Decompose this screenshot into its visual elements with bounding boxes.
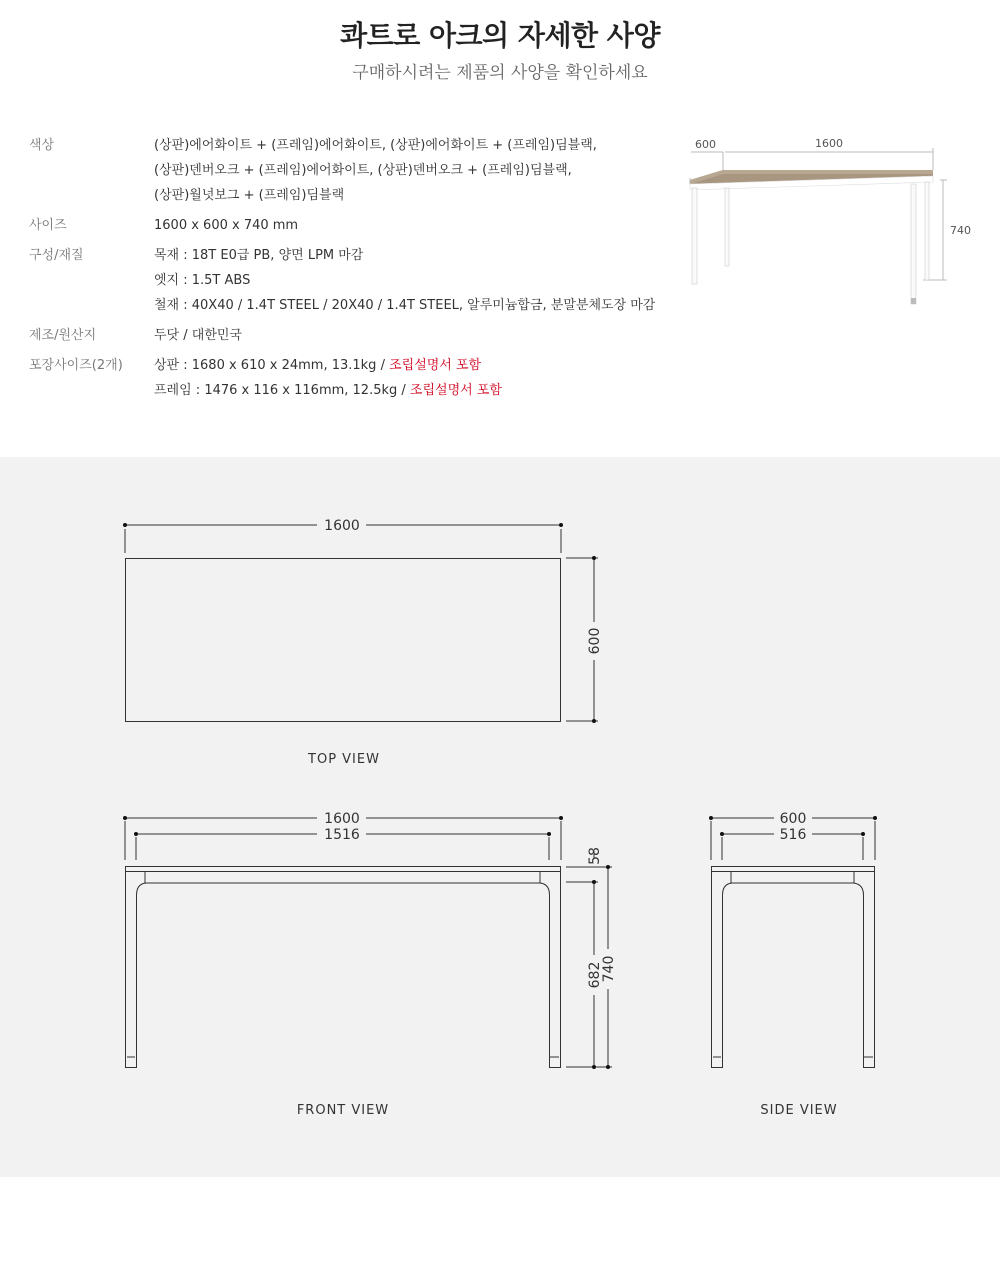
assembly-note: 조립설명서 포함 — [389, 358, 482, 373]
spec-row-color — [29, 136, 689, 205]
front-inner-width-dim: 1516 — [324, 827, 360, 843]
top-depth-dim: 600 — [587, 627, 603, 655]
table-leg — [725, 188, 729, 266]
front-view-label: FRONT VIEW — [296, 1103, 390, 1118]
page-subtitle: 구매하시려는 제품의 사양을 확인하세요 — [352, 63, 648, 83]
spec-value: (상판)에어화이트 + (프레임)에어화이트, (상판)에어화이트 + (프레임)딤블랙, — [154, 138, 597, 153]
spec-label: 포장사이즈(2개) — [29, 358, 123, 373]
table-leg — [925, 182, 929, 280]
technical-drawings — [0, 457, 1000, 1177]
spec-label: 제조/원산지 — [29, 328, 97, 343]
top-width-dim: 1600 — [324, 518, 360, 534]
spec-row-size — [29, 216, 689, 235]
top-view — [125, 525, 598, 722]
hero-depth-label: 600 — [695, 138, 716, 151]
spec-table — [29, 136, 689, 411]
spec-value: 엣지 : 1.5T ABS — [154, 273, 251, 288]
spec-value: 프레임 : 1476 x 116 x 116mm, 12.5kg / 조립설명서 포함 — [154, 383, 502, 398]
product-image — [685, 130, 985, 310]
spec-value: 두닷 / 대한민국 — [154, 328, 242, 343]
table-leg — [911, 184, 916, 304]
spec-label: 구성/재질 — [29, 248, 84, 263]
side-depth-dim: 600 — [779, 811, 807, 827]
spec-label: 색상 — [29, 138, 55, 153]
spec-value: (상판)덴버오크 + (프레임)에어화이트, (상판)덴버오크 + (프레임)딤블랙, — [154, 163, 572, 178]
side-inner-depth-dim: 516 — [779, 827, 807, 843]
front-leg-height-dim: 682 — [587, 961, 603, 989]
spec-label: 사이즈 — [29, 218, 67, 233]
spec-value: 철재 : 40X40 / 1.4T STEEL / 20X40 / 1.4T STEEL, 알루미늄합금, 분말분체도장 마감 — [154, 298, 656, 313]
spec-row-package — [29, 356, 689, 400]
table-leg — [692, 188, 697, 284]
top-view-label: TOP VIEW — [308, 752, 380, 767]
front-view — [125, 818, 612, 1068]
hero-height-label: 740 — [950, 224, 971, 237]
side-view — [711, 818, 875, 1068]
spec-value: 상판 : 1680 x 610 x 24mm, 13.1kg / 조립설명서 포함 — [154, 358, 482, 373]
front-width-dim: 1600 — [324, 811, 360, 827]
spec-value: 1600 x 600 x 740 mm — [154, 218, 299, 233]
front-top-thickness-dim: 58 — [587, 847, 603, 865]
spec-row-origin — [29, 326, 689, 345]
assembly-note: 조립설명서 포함 — [409, 383, 502, 398]
front-total-height-dim: 740 — [601, 955, 617, 983]
spec-value: 목재 : 18T E0급 PB, 양면 LPM 마감 — [154, 248, 364, 263]
spec-value: (상판)월넛보그 + (프레임)딤블랙 — [154, 188, 345, 203]
page-title: 콰트로 아크의 자세한 사양 — [340, 19, 660, 52]
top-view-outline — [126, 559, 561, 722]
hero-width-label: 1600 — [815, 137, 843, 150]
side-view-label: SIDE VIEW — [760, 1103, 838, 1118]
spec-row-material — [29, 246, 689, 315]
